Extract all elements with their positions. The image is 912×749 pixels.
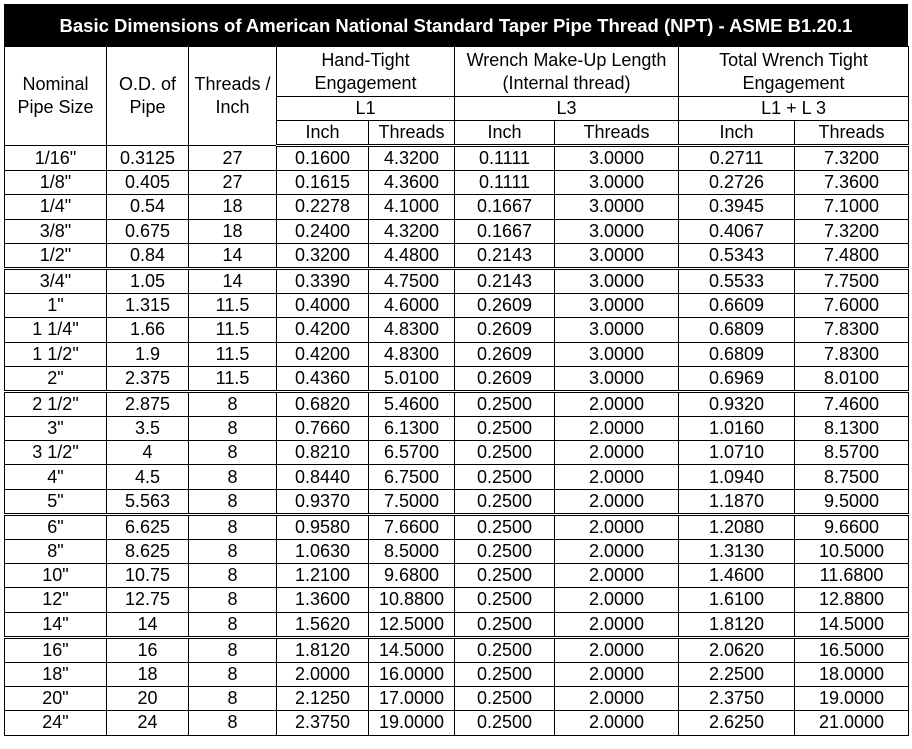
total-inch-cell: 1.2080 bbox=[679, 514, 795, 539]
od-cell: 4.5 bbox=[107, 465, 189, 489]
table-row bbox=[5, 489, 909, 514]
od-cell: 10.75 bbox=[107, 564, 189, 588]
nominal-size-cell: 4" bbox=[5, 465, 107, 489]
threads-per-inch-cell: 8 bbox=[189, 514, 277, 539]
table-row bbox=[5, 637, 909, 662]
threads-per-inch-cell: 18 bbox=[189, 195, 277, 219]
header-total-inch: Inch bbox=[679, 121, 795, 146]
threads-per-inch-cell: 11.5 bbox=[189, 342, 277, 366]
threads-per-inch-cell: 27 bbox=[189, 146, 277, 171]
threads-per-inch-cell: 8 bbox=[189, 588, 277, 612]
od-cell: 0.405 bbox=[107, 171, 189, 195]
l1-threads-cell: 4.6000 bbox=[369, 294, 455, 318]
total-threads-cell: 16.5000 bbox=[795, 637, 909, 662]
od-cell: 3.5 bbox=[107, 417, 189, 441]
l3-inch-cell: 0.2500 bbox=[455, 687, 555, 711]
l1-inch-cell: 0.8440 bbox=[277, 465, 369, 489]
l1-inch-cell: 1.2100 bbox=[277, 564, 369, 588]
nominal-size-cell: 1/8" bbox=[5, 171, 107, 195]
l1-threads-cell: 12.5000 bbox=[369, 612, 455, 637]
threads-per-inch-cell: 8 bbox=[189, 441, 277, 465]
total-threads-cell: 18.0000 bbox=[795, 662, 909, 686]
total-threads-cell: 7.3200 bbox=[795, 146, 909, 171]
l3-inch-cell: 0.2500 bbox=[455, 662, 555, 686]
table-row bbox=[5, 318, 909, 342]
total-threads-cell: 9.6600 bbox=[795, 514, 909, 539]
od-cell: 5.563 bbox=[107, 489, 189, 514]
threads-per-inch-cell: 8 bbox=[189, 612, 277, 637]
total-inch-cell: 0.3945 bbox=[679, 195, 795, 219]
l3-inch-cell: 0.2500 bbox=[455, 612, 555, 637]
nominal-size-cell: 14" bbox=[5, 612, 107, 637]
total-inch-cell: 0.2711 bbox=[679, 146, 795, 171]
l1-threads-cell: 4.8300 bbox=[369, 318, 455, 342]
l1-threads-cell: 4.4800 bbox=[369, 243, 455, 268]
l1-threads-cell: 4.3600 bbox=[369, 171, 455, 195]
header-nominal-pipe-size: Nominal Pipe Size bbox=[5, 47, 107, 146]
threads-per-inch-cell: 14 bbox=[189, 243, 277, 268]
l3-threads-cell: 3.0000 bbox=[555, 195, 679, 219]
table-row bbox=[5, 219, 909, 243]
total-threads-cell: 8.1300 bbox=[795, 417, 909, 441]
threads-per-inch-cell: 8 bbox=[189, 637, 277, 662]
header-l3: L3 bbox=[455, 97, 679, 121]
l3-inch-cell: 0.2500 bbox=[455, 514, 555, 539]
od-cell: 1.66 bbox=[107, 318, 189, 342]
od-cell: 0.3125 bbox=[107, 146, 189, 171]
l1-threads-cell: 4.8300 bbox=[369, 342, 455, 366]
nominal-size-cell: 16" bbox=[5, 637, 107, 662]
total-threads-cell: 8.0100 bbox=[795, 366, 909, 391]
od-cell: 8.625 bbox=[107, 540, 189, 564]
total-threads-cell: 7.6000 bbox=[795, 294, 909, 318]
total-inch-cell: 0.2726 bbox=[679, 171, 795, 195]
threads-per-inch-cell: 8 bbox=[189, 711, 277, 735]
l3-threads-cell: 3.0000 bbox=[555, 171, 679, 195]
l3-threads-cell: 2.0000 bbox=[555, 612, 679, 637]
table-row bbox=[5, 342, 909, 366]
header-l3-inch: Inch bbox=[455, 121, 555, 146]
total-inch-cell: 1.0710 bbox=[679, 441, 795, 465]
od-cell: 18 bbox=[107, 662, 189, 686]
nominal-size-cell: 24" bbox=[5, 711, 107, 735]
l3-threads-cell: 2.0000 bbox=[555, 489, 679, 514]
total-inch-cell: 1.6100 bbox=[679, 588, 795, 612]
total-threads-cell: 7.4600 bbox=[795, 391, 909, 416]
l3-threads-cell: 3.0000 bbox=[555, 366, 679, 391]
total-inch-cell: 1.8120 bbox=[679, 612, 795, 637]
nominal-size-cell: 10" bbox=[5, 564, 107, 588]
total-threads-cell: 7.4800 bbox=[795, 243, 909, 268]
total-threads-cell: 11.6800 bbox=[795, 564, 909, 588]
l3-inch-cell: 0.1667 bbox=[455, 195, 555, 219]
total-inch-cell: 0.6969 bbox=[679, 366, 795, 391]
l1-threads-cell: 7.5000 bbox=[369, 489, 455, 514]
l3-threads-cell: 2.0000 bbox=[555, 391, 679, 416]
od-cell: 1.9 bbox=[107, 342, 189, 366]
nominal-size-cell: 3" bbox=[5, 417, 107, 441]
table-row bbox=[5, 588, 909, 612]
nominal-size-cell: 3/8" bbox=[5, 219, 107, 243]
l1-inch-cell: 0.1615 bbox=[277, 171, 369, 195]
l1-inch-cell: 0.4200 bbox=[277, 318, 369, 342]
od-cell: 0.675 bbox=[107, 219, 189, 243]
threads-per-inch-cell: 11.5 bbox=[189, 318, 277, 342]
total-threads-cell: 12.8800 bbox=[795, 588, 909, 612]
l3-threads-cell: 2.0000 bbox=[555, 687, 679, 711]
nominal-size-cell: 5" bbox=[5, 489, 107, 514]
table-row bbox=[5, 417, 909, 441]
l3-threads-cell: 2.0000 bbox=[555, 514, 679, 539]
l3-threads-cell: 2.0000 bbox=[555, 417, 679, 441]
l1-inch-cell: 1.0630 bbox=[277, 540, 369, 564]
l1-inch-cell: 0.9370 bbox=[277, 489, 369, 514]
l1-threads-cell: 7.6600 bbox=[369, 514, 455, 539]
total-threads-cell: 7.7500 bbox=[795, 268, 909, 293]
od-cell: 2.375 bbox=[107, 366, 189, 391]
l3-inch-cell: 0.2143 bbox=[455, 268, 555, 293]
total-threads-cell: 7.8300 bbox=[795, 318, 909, 342]
l1-inch-cell: 2.1250 bbox=[277, 687, 369, 711]
l1-inch-cell: 0.1600 bbox=[277, 146, 369, 171]
l1-inch-cell: 1.3600 bbox=[277, 588, 369, 612]
threads-per-inch-cell: 8 bbox=[189, 687, 277, 711]
total-threads-cell: 21.0000 bbox=[795, 711, 909, 735]
l1-inch-cell: 1.5620 bbox=[277, 612, 369, 637]
nominal-size-cell: 1/2" bbox=[5, 243, 107, 268]
l3-threads-cell: 2.0000 bbox=[555, 662, 679, 686]
l1-threads-cell: 14.5000 bbox=[369, 637, 455, 662]
total-inch-cell: 1.3130 bbox=[679, 540, 795, 564]
nominal-size-cell: 1" bbox=[5, 294, 107, 318]
l3-inch-cell: 0.2609 bbox=[455, 342, 555, 366]
total-threads-cell: 7.3600 bbox=[795, 171, 909, 195]
nominal-size-cell: 6" bbox=[5, 514, 107, 539]
table-row bbox=[5, 662, 909, 686]
l1-threads-cell: 9.6800 bbox=[369, 564, 455, 588]
l3-inch-cell: 0.2500 bbox=[455, 417, 555, 441]
l1-inch-cell: 0.4000 bbox=[277, 294, 369, 318]
table-row bbox=[5, 366, 909, 391]
table-row bbox=[5, 146, 909, 171]
total-threads-cell: 7.8300 bbox=[795, 342, 909, 366]
od-cell: 20 bbox=[107, 687, 189, 711]
l3-inch-cell: 0.2609 bbox=[455, 294, 555, 318]
total-inch-cell: 0.4067 bbox=[679, 219, 795, 243]
od-cell: 6.625 bbox=[107, 514, 189, 539]
total-inch-cell: 2.2500 bbox=[679, 662, 795, 686]
table-row bbox=[5, 294, 909, 318]
table-row bbox=[5, 687, 909, 711]
nominal-size-cell: 12" bbox=[5, 588, 107, 612]
od-cell: 2.875 bbox=[107, 391, 189, 416]
threads-per-inch-cell: 8 bbox=[189, 465, 277, 489]
l3-threads-cell: 3.0000 bbox=[555, 146, 679, 171]
total-inch-cell: 2.6250 bbox=[679, 711, 795, 735]
nominal-size-cell: 1/16" bbox=[5, 146, 107, 171]
l3-inch-cell: 0.2500 bbox=[455, 564, 555, 588]
l3-threads-cell: 2.0000 bbox=[555, 588, 679, 612]
l1-inch-cell: 0.6820 bbox=[277, 391, 369, 416]
l3-inch-cell: 0.2500 bbox=[455, 637, 555, 662]
threads-per-inch-cell: 27 bbox=[189, 171, 277, 195]
table-row bbox=[5, 195, 909, 219]
l3-threads-cell: 2.0000 bbox=[555, 637, 679, 662]
header-wrench-make-up-length: Wrench Make-Up Length (Internal thread) bbox=[455, 47, 679, 97]
od-cell: 24 bbox=[107, 711, 189, 735]
nominal-size-cell: 20" bbox=[5, 687, 107, 711]
nominal-size-cell: 1/4" bbox=[5, 195, 107, 219]
total-inch-cell: 2.3750 bbox=[679, 687, 795, 711]
l1-inch-cell: 0.4200 bbox=[277, 342, 369, 366]
l1-inch-cell: 0.2400 bbox=[277, 219, 369, 243]
l1-threads-cell: 19.0000 bbox=[369, 711, 455, 735]
nominal-size-cell: 2 1/2" bbox=[5, 391, 107, 416]
l1-inch-cell: 0.3200 bbox=[277, 243, 369, 268]
l3-threads-cell: 3.0000 bbox=[555, 294, 679, 318]
table-row bbox=[5, 711, 909, 735]
l1-threads-cell: 10.8800 bbox=[369, 588, 455, 612]
l3-threads-cell: 2.0000 bbox=[555, 711, 679, 735]
total-threads-cell: 8.7500 bbox=[795, 465, 909, 489]
l3-threads-cell: 2.0000 bbox=[555, 465, 679, 489]
table-row bbox=[5, 514, 909, 539]
l1-inch-cell: 0.4360 bbox=[277, 366, 369, 391]
l1-inch-cell: 1.8120 bbox=[277, 637, 369, 662]
l1-threads-cell: 4.3200 bbox=[369, 146, 455, 171]
l3-threads-cell: 3.0000 bbox=[555, 268, 679, 293]
nominal-size-cell: 3 1/2" bbox=[5, 441, 107, 465]
header-total-threads: Threads bbox=[795, 121, 909, 146]
total-inch-cell: 0.5533 bbox=[679, 268, 795, 293]
l1-threads-cell: 17.0000 bbox=[369, 687, 455, 711]
header-od-of-pipe: O.D. of Pipe bbox=[107, 47, 189, 146]
total-threads-cell: 19.0000 bbox=[795, 687, 909, 711]
threads-per-inch-cell: 14 bbox=[189, 268, 277, 293]
total-threads-cell: 10.5000 bbox=[795, 540, 909, 564]
l3-inch-cell: 0.2500 bbox=[455, 588, 555, 612]
npt-table-container bbox=[4, 4, 908, 736]
total-inch-cell: 0.5343 bbox=[679, 243, 795, 268]
table-row bbox=[5, 564, 909, 588]
od-cell: 1.05 bbox=[107, 268, 189, 293]
l1-threads-cell: 6.1300 bbox=[369, 417, 455, 441]
od-cell: 14 bbox=[107, 612, 189, 637]
od-cell: 16 bbox=[107, 637, 189, 662]
table-row bbox=[5, 243, 909, 268]
l1-inch-cell: 0.7660 bbox=[277, 417, 369, 441]
l3-inch-cell: 0.2500 bbox=[455, 441, 555, 465]
nominal-size-cell: 1 1/2" bbox=[5, 342, 107, 366]
l3-inch-cell: 0.2500 bbox=[455, 391, 555, 416]
header-l1-inch: Inch bbox=[277, 121, 369, 146]
nominal-size-cell: 3/4" bbox=[5, 268, 107, 293]
l1-inch-cell: 0.3390 bbox=[277, 268, 369, 293]
header-threads-per-inch: Threads / Inch bbox=[189, 47, 277, 146]
total-inch-cell: 0.6809 bbox=[679, 318, 795, 342]
l1-threads-cell: 16.0000 bbox=[369, 662, 455, 686]
header-l1-plus-l3: L1 + L 3 bbox=[679, 97, 909, 121]
total-inch-cell: 1.0940 bbox=[679, 465, 795, 489]
table-row bbox=[5, 540, 909, 564]
l3-inch-cell: 0.2500 bbox=[455, 465, 555, 489]
npt-dimensions-table bbox=[4, 46, 909, 736]
l3-inch-cell: 0.2500 bbox=[455, 489, 555, 514]
l1-inch-cell: 2.0000 bbox=[277, 662, 369, 686]
nominal-size-cell: 8" bbox=[5, 540, 107, 564]
table-row bbox=[5, 391, 909, 416]
l1-threads-cell: 5.0100 bbox=[369, 366, 455, 391]
l3-inch-cell: 0.2500 bbox=[455, 540, 555, 564]
threads-per-inch-cell: 8 bbox=[189, 662, 277, 686]
l1-threads-cell: 4.7500 bbox=[369, 268, 455, 293]
threads-per-inch-cell: 8 bbox=[189, 489, 277, 514]
total-threads-cell: 8.5700 bbox=[795, 441, 909, 465]
od-cell: 1.315 bbox=[107, 294, 189, 318]
threads-per-inch-cell: 8 bbox=[189, 564, 277, 588]
l3-threads-cell: 2.0000 bbox=[555, 441, 679, 465]
l3-inch-cell: 0.1111 bbox=[455, 146, 555, 171]
table-row bbox=[5, 171, 909, 195]
l3-threads-cell: 3.0000 bbox=[555, 243, 679, 268]
l3-threads-cell: 2.0000 bbox=[555, 564, 679, 588]
total-inch-cell: 1.4600 bbox=[679, 564, 795, 588]
nominal-size-cell: 1 1/4" bbox=[5, 318, 107, 342]
table-row bbox=[5, 268, 909, 293]
total-inch-cell: 0.6809 bbox=[679, 342, 795, 366]
l3-inch-cell: 0.2500 bbox=[455, 711, 555, 735]
l1-inch-cell: 0.8210 bbox=[277, 441, 369, 465]
total-inch-cell: 0.6609 bbox=[679, 294, 795, 318]
total-threads-cell: 7.1000 bbox=[795, 195, 909, 219]
od-cell: 0.54 bbox=[107, 195, 189, 219]
threads-per-inch-cell: 11.5 bbox=[189, 294, 277, 318]
l1-inch-cell: 0.2278 bbox=[277, 195, 369, 219]
nominal-size-cell: 2" bbox=[5, 366, 107, 391]
total-inch-cell: 1.0160 bbox=[679, 417, 795, 441]
l1-threads-cell: 4.1000 bbox=[369, 195, 455, 219]
header-l1-threads: Threads bbox=[369, 121, 455, 146]
header-l1: L1 bbox=[277, 97, 455, 121]
l1-threads-cell: 6.7500 bbox=[369, 465, 455, 489]
nominal-size-cell: 18" bbox=[5, 662, 107, 686]
l3-threads-cell: 3.0000 bbox=[555, 342, 679, 366]
l1-threads-cell: 4.3200 bbox=[369, 219, 455, 243]
l3-threads-cell: 3.0000 bbox=[555, 219, 679, 243]
l3-inch-cell: 0.2609 bbox=[455, 318, 555, 342]
table-row bbox=[5, 441, 909, 465]
l1-threads-cell: 6.5700 bbox=[369, 441, 455, 465]
threads-per-inch-cell: 8 bbox=[189, 540, 277, 564]
l1-threads-cell: 5.4600 bbox=[369, 391, 455, 416]
l3-inch-cell: 0.2609 bbox=[455, 366, 555, 391]
total-inch-cell: 2.0620 bbox=[679, 637, 795, 662]
threads-per-inch-cell: 18 bbox=[189, 219, 277, 243]
total-threads-cell: 7.3200 bbox=[795, 219, 909, 243]
l3-inch-cell: 0.1111 bbox=[455, 171, 555, 195]
total-threads-cell: 9.5000 bbox=[795, 489, 909, 514]
l3-threads-cell: 3.0000 bbox=[555, 318, 679, 342]
table-title: Basic Dimensions of American National Standard Taper Pipe Thread (NPT) - ASME B1.20.1 bbox=[4, 4, 908, 46]
header-hand-tight-engagement: Hand-Tight Engagement bbox=[277, 47, 455, 97]
od-cell: 12.75 bbox=[107, 588, 189, 612]
total-inch-cell: 1.1870 bbox=[679, 489, 795, 514]
l1-inch-cell: 0.9580 bbox=[277, 514, 369, 539]
header-l3-threads: Threads bbox=[555, 121, 679, 146]
threads-per-inch-cell: 8 bbox=[189, 391, 277, 416]
l1-threads-cell: 8.5000 bbox=[369, 540, 455, 564]
header-total-wrench-tight-engagement: Total Wrench Tight Engagement bbox=[679, 47, 909, 97]
table-row bbox=[5, 612, 909, 637]
threads-per-inch-cell: 8 bbox=[189, 417, 277, 441]
total-inch-cell: 0.9320 bbox=[679, 391, 795, 416]
l1-inch-cell: 2.3750 bbox=[277, 711, 369, 735]
threads-per-inch-cell: 11.5 bbox=[189, 366, 277, 391]
l3-threads-cell: 2.0000 bbox=[555, 540, 679, 564]
od-cell: 0.84 bbox=[107, 243, 189, 268]
od-cell: 4 bbox=[107, 441, 189, 465]
total-threads-cell: 14.5000 bbox=[795, 612, 909, 637]
table-row bbox=[5, 465, 909, 489]
l3-inch-cell: 0.1667 bbox=[455, 219, 555, 243]
l3-inch-cell: 0.2143 bbox=[455, 243, 555, 268]
